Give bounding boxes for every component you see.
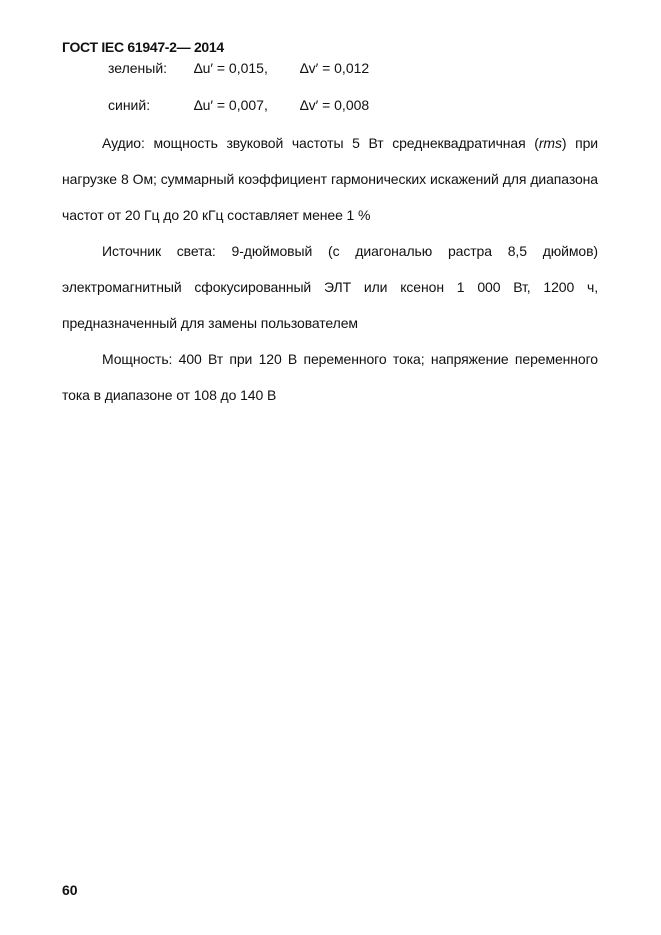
audio-text: Аудио: мощность звуковой частоты 5 Вт среднеквадратичная ( (102, 135, 539, 151)
document-header: ГОСТ IEC 61947-2— 2014 (62, 39, 224, 55)
audio-text-rest: ) при нагрузке 8 Ом; суммарный коэффициент гармонических искажений для диапазона частот от 20 Гц до 20 кГц составляет менее 1 % (62, 135, 598, 223)
body-text (62, 125, 598, 413)
paragraph-audio (62, 125, 598, 233)
color-label: зеленый: (108, 60, 168, 76)
delta-u-value: ∆u′ = 0,007, (194, 97, 268, 113)
page-number: 60 (62, 882, 78, 898)
rms-abbreviation: rms (538, 135, 562, 151)
delta-v-value: ∆v′ = 0,012 (300, 60, 370, 76)
color-label: синий: (108, 97, 151, 113)
delta-v-value: ∆v′ = 0,008 (300, 97, 370, 113)
delta-u-value: ∆u′ = 0,015, (194, 60, 268, 76)
paragraph-power: Мощность: 400 Вт при 120 В переменного тока; напряжение переменного тока в диапазоне от 108 до 140 В (62, 351, 598, 403)
paragraph-light-source: Источник света: 9-дюймовый (с диагональю растра 8,5 дюймов) электромагнитный сфокусированный ЭЛТ или ксенон 1 000 Вт, 1200 ч, предназначенный для замены пользователем (62, 243, 598, 331)
